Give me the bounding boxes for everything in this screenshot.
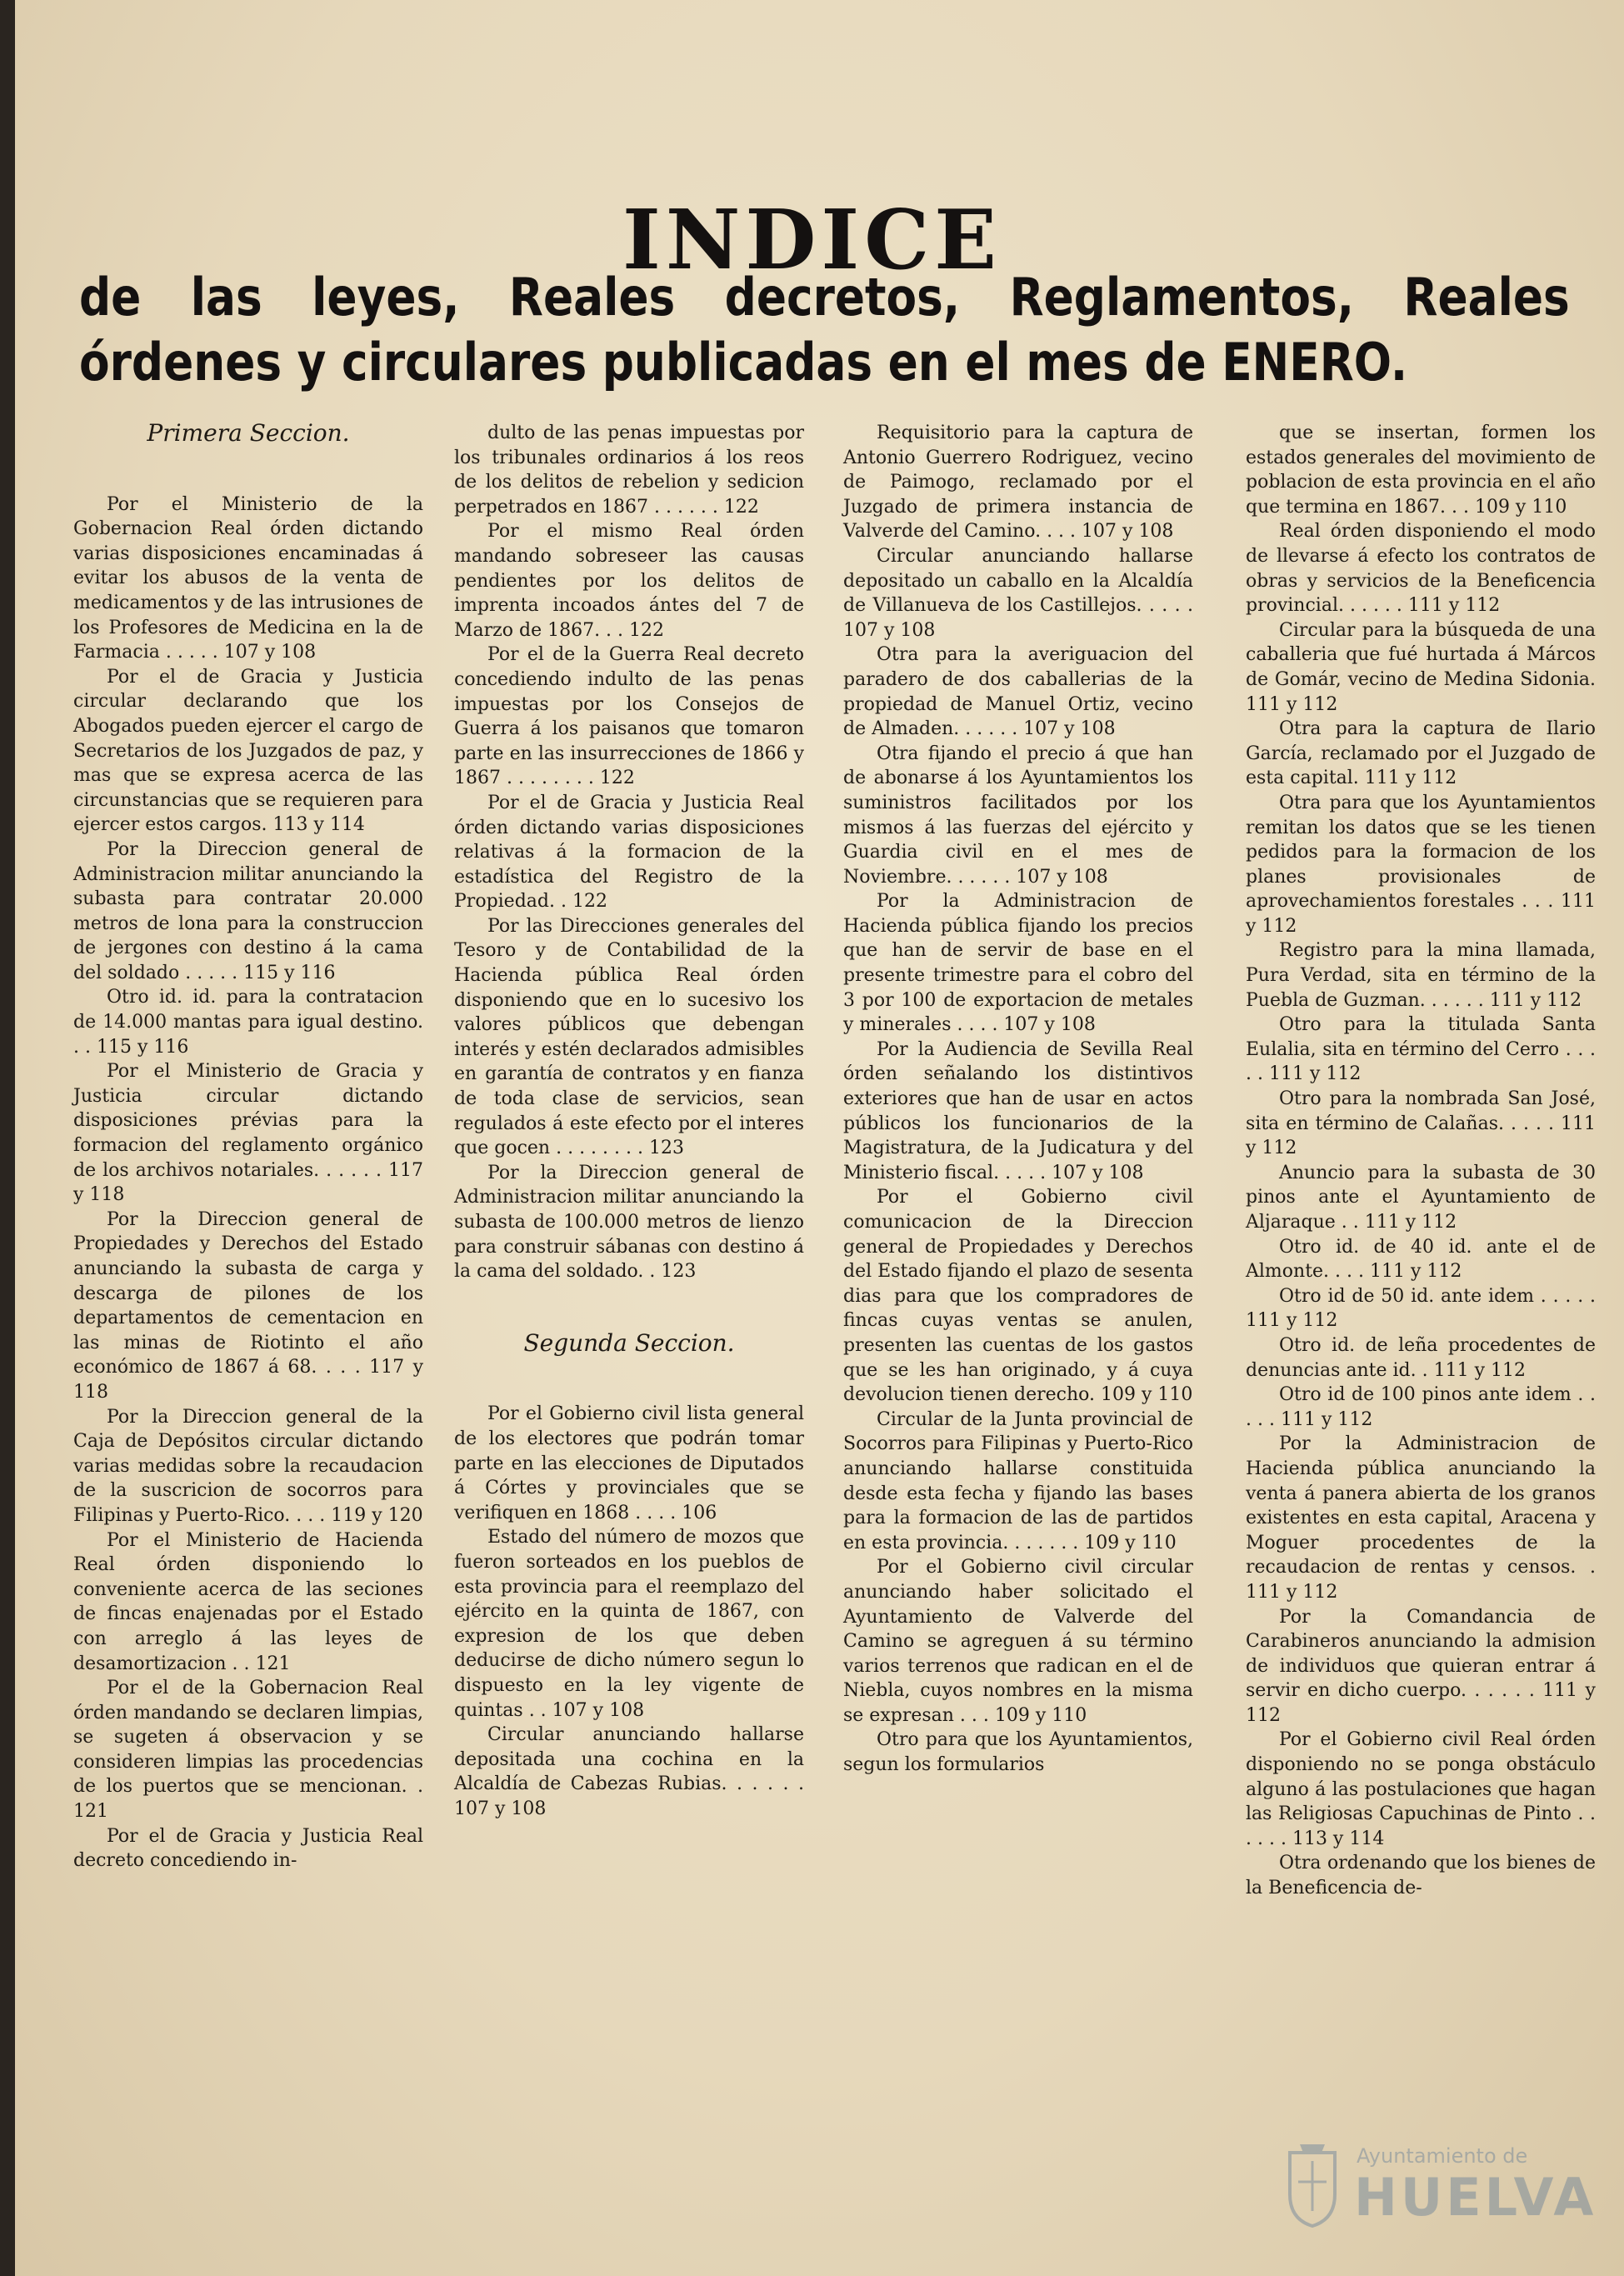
index-entry: Por la Direccion general de Administracion militar anunciando la subasta de 100.000 metros de lienzo para construir sábanas con destino á la cama del soldado. . 123 xyxy=(454,1162,804,1283)
index-entry: Por la Direccion general de Propiedades y Derechos del Estado anunciando la subasta de carga y descarga de pilones de los departamentos de cementacion en las minas de Riotinto el año económico de 1867 á 68. . . . 117 y 118 xyxy=(73,1208,423,1403)
index-entry: Registro para la mina llamada, Pura Verdad, sita en término de la Puebla de Guzman. . . . . . 111 y 112 xyxy=(1246,940,1596,1011)
index-entry: Circular de la Junta provincial de Socorros para Filipinas y Puerto-Rico anunciando hallarse constituida desde esta fecha y fijando las bases para la formacion de las de partidos en esta provincia. . . . . . . 109 y 110 xyxy=(843,1408,1193,1553)
index-entry: dulto de las penas impuestas por los tribunales ordinarios á los reos de los delitos de rebelion y sedicion perpetrados en 1867 . . . . . . 122 xyxy=(454,423,804,518)
index-entry: Otro id. de leña procedentes de denuncias ante id. . 111 y 112 xyxy=(1246,1334,1596,1381)
section-heading-primera: Primera Seccion. xyxy=(147,419,350,447)
index-entry: Otra para la captura de Ilario García, reclamado por el Juzgado de esta capital. 111 y 112 xyxy=(1246,718,1596,789)
index-entry: Otro id. id. para la contratacion de 14.000 mantas para igual destino. . . 115 y 116 xyxy=(73,987,423,1058)
page-title: INDICE xyxy=(622,192,1002,288)
index-entry: Por el Ministerio de la Gobernacion Real órden dictando varias disposiciones encaminadas á evitar los abusos de la venta de medicamentos y de las intrusiones de los Profesores de Medicina en la de Farmacia . . . . . 107 y 108 xyxy=(73,493,423,663)
index-entry: Por la Audiencia de Sevilla Real órden señalando los distintivos exteriores que han de usar en actos públicos los funcionarios de la Magistratura, de la Judicatura y del Ministerio fiscal. . . . . 107 y 108 xyxy=(843,1038,1193,1183)
page-edge xyxy=(0,0,15,2276)
index-entry: que se insertan, formen los estados generales del movimiento de poblacion de esta provincia en el año que termina en 1867. . . 109 y 110 xyxy=(1246,423,1596,518)
huelva-watermark-logo xyxy=(1283,2129,1600,2254)
index-entry: Por las Direcciones generales del Tesoro y de Contabilidad de la Hacienda pública Real órden disponiendo que en lo sucesivo los valores públicos que debengan interés y estén declarados admisibles en garantía de contratos y en fianza de toda clase de servicios, sean regulados á este efecto por el interes que gocen . . . . . . . . 123 xyxy=(454,915,804,1159)
entries-col4 xyxy=(1246,421,1596,1901)
index-entry: Otro id de 50 id. ante idem . . . . . 111 y 112 xyxy=(1246,1285,1596,1332)
index-entry: Por el Gobierno civil circular anunciando haber solicitado el Ayuntamiento de Valverde del Camino se agreguen á su término varios terrenos que radican en el de Niebla, cuyos nombres en la misma se expresan . . . 109 y 110 xyxy=(843,1557,1193,1726)
entries-col2b xyxy=(454,1402,804,1821)
index-entry: Por la Administracion de Hacienda pública fijando los precios que han de servir de base en el presente trimestre para el cobro del 3 por 100 de exportacion de metales y minerales . . . . 107 y 108 xyxy=(843,891,1193,1036)
index-entry: Por la Administracion de Hacienda pública anunciando la venta á panera abierta de los granos existentes en esta capital, Aracena y Moguer procedentes de la recaudacion de rentas y censos. . 111 y 112 xyxy=(1246,1433,1596,1603)
index-entry: Otro id. de 40 id. ante el de Almonte. . . . 111 y 112 xyxy=(1246,1236,1596,1283)
index-entry: Otro para la nombrada San José, sita en término de Calañas. . . . . 111 y 112 xyxy=(1246,1088,1596,1159)
index-entry: Estado del número de mozos que fueron sorteados en los pueblos de esta provincia para el reemplazo del ejército en la quinta de 1867, con expresion de los que deben deducirse de dicho número segun lo dispuesto en la ley vigente de quintas . . 107 y 108 xyxy=(454,1527,804,1721)
entries-col3 xyxy=(843,421,1193,1778)
index-entry: Por el mismo Real órden mandando sobreseer las causas pendientes por los delitos de imprenta incoados ántes del 7 de Marzo de 1867. . . 122 xyxy=(454,521,804,641)
index-entry: Otro para la titulada Santa Eulalia, sita en término del Cerro . . . . . 111 y 112 xyxy=(1246,1014,1596,1085)
index-entry: Otro para que los Ayuntamientos, segun los formularios xyxy=(843,1729,1193,1776)
index-entry: Por la Comandancia de Carabineros anunciando la admision de individuos que quieran entrar á servir en dicho cuerpo. . . . . . 111 y 112 xyxy=(1246,1606,1596,1726)
watermark-small-text: Ayuntamiento de xyxy=(1357,2144,1528,2168)
column-2 xyxy=(454,421,804,1821)
index-entry: Circular anunciando hallarse depositado un caballo en la Alcaldía de Villanueva de los Castillejos. . . . . 107 y 108 xyxy=(843,545,1193,641)
index-entry: Por el de la Guerra Real decreto concediendo indulto de las penas impuestas por los Consejos de Guerra á los paisanos que tomaron parte en las insurrecciones de 1866 y 1867 . . . . . . . . 122 xyxy=(454,644,804,789)
index-entry: Por el Ministerio de Hacienda Real órden disponiendo lo conveniente acerca de las seciones de fincas enajenadas por el Estado con arreglo á las leyes de desamortizacion . . 121 xyxy=(73,1529,423,1674)
index-entry: Otra ordenando que los bienes de la Beneficencia de- xyxy=(1246,1853,1596,1899)
index-entry: Circular para la búsqueda de una caballeria que fué hurtada á Márcos de Gomár, vecino de Medina Sidonia. 111 y 112 xyxy=(1246,619,1596,715)
entries-col2a xyxy=(454,421,804,1284)
index-entry: Por el de Gracia y Justicia circular declarando que los Abogados pueden ejercer el cargo de Secretarios de los Juzgados de paz, y mas que se expresa acerca de las circunstancias que se requieren para ejercer estos cargos. 113 y 114 xyxy=(73,666,423,836)
index-entry: Por el Gobierno civil lista general de los electores que podrán tomar parte en las elecciones de Diputados á Córtes y provinciales que se verifiquen en 1868 . . . . 106 xyxy=(454,1403,804,1523)
column-3 xyxy=(843,421,1193,1778)
index-entry: Circular anunciando hallarse depositada una cochina en la Alcaldía de Cabezas Rubias. . . . . . 107 y 108 xyxy=(454,1724,804,1819)
index-entry: Por la Direccion general de Administracion militar anunciando la subasta para contratar 20.000 metros de lona para la construccion de jergones con destino á la cama del soldado . . . . . 115 y 116 xyxy=(73,838,423,983)
index-entry: Por el Gobierno civil comunicacion de la Direccion general de Propiedades y Derechos del Estado fijando el plazo de sesenta dias para que los compradores de fincas cuyas ventas se anulen, presenten las cuentas de los gastos que se les han originado, y á cuya devolucion tienen derecho. 109 y 110 xyxy=(843,1187,1193,1406)
index-entry: Por el de Gracia y Justicia Real órden dictando varias disposiciones relativas á la formacion de la estadística del Registro de la Propiedad. . 122 xyxy=(454,792,804,913)
watermark-big-text: HUELVA xyxy=(1354,2167,1597,2228)
index-entry: Por el de Gracia y Justicia Real decreto concediendo in- xyxy=(73,1825,423,1872)
index-entry: Otra fijando el precio á que han de abonarse á los Ayuntamientos los suministros facilitados por los mismos á las fuerzas del ejército y Guardia civil en el mes de Noviembre. . . . . . 107 y 108 xyxy=(843,743,1193,888)
index-entry: Otra para que los Ayuntamientos remitan los datos que se les tienen pedidos para la formacion de los planes provisionales de aprovechamientos forestales . . . 111 y 112 xyxy=(1246,792,1596,937)
index-entry: Por el Gobierno civil Real órden disponiendo no se ponga obstáculo alguno á las postulaciones que hagan las Religiosas Capuchinas de Pinto . . . . . . 113 y 114 xyxy=(1246,1729,1596,1849)
column-1 xyxy=(73,421,423,1873)
section-heading-segunda: Segunda Seccion. xyxy=(523,1328,735,1357)
column-4 xyxy=(1246,421,1596,1901)
index-entry: Otro id de 100 pinos ante idem . . . . . 111 y 112 xyxy=(1246,1384,1596,1430)
page-subtitle: de las leyes, Reales decretos, Reglamentos, Reales órdenes y circulares publicadas en el mes de ENERO. xyxy=(79,267,1570,393)
index-entry: Por la Direccion general de la Caja de Depósitos circular dictando varias medidas sobre la recaudacion de la suscricion de socorros para Filipinas y Puerto-Rico. . . . 119 y 120 xyxy=(73,1406,423,1526)
index-entry: Anuncio para la subasta de 30 pinos ante el Ayuntamiento de Aljaraque . . 111 y 112 xyxy=(1246,1162,1596,1233)
index-entry: Por el Ministerio de Gracia y Justicia circular dictando disposiciones prévias para la formacion del reglamento orgánico de los archivos notariales. . . . . . 117 y 118 xyxy=(73,1061,423,1206)
shield-icon xyxy=(1283,2136,1342,2228)
index-entry: Por el de la Gobernacion Real órden mandando se declaren limpias, se sugeten á observacion y se consideren limpias las procedencias de los puertos que se mencionan. . 121 xyxy=(73,1678,423,1823)
entries-col1 xyxy=(73,493,423,1873)
index-entry: Otra para la averiguacion del paradero de dos caballerias de la propiedad de Manuel Ortiz, vecino de Almaden. . . . . . 107 y 108 xyxy=(843,644,1193,740)
index-entry: Requisitorio para la captura de Antonio Guerrero Rodriguez, vecino de Paimogo, reclamado por el Juzgado de primera instancia de Valverde del Camino. . . . 107 y 108 xyxy=(843,423,1193,543)
index-entry: Real órden disponiendo el modo de llevarse á efecto los contratos de obras y servicios de la Beneficencia provincial. . . . . . 111 y 112 xyxy=(1246,521,1596,617)
